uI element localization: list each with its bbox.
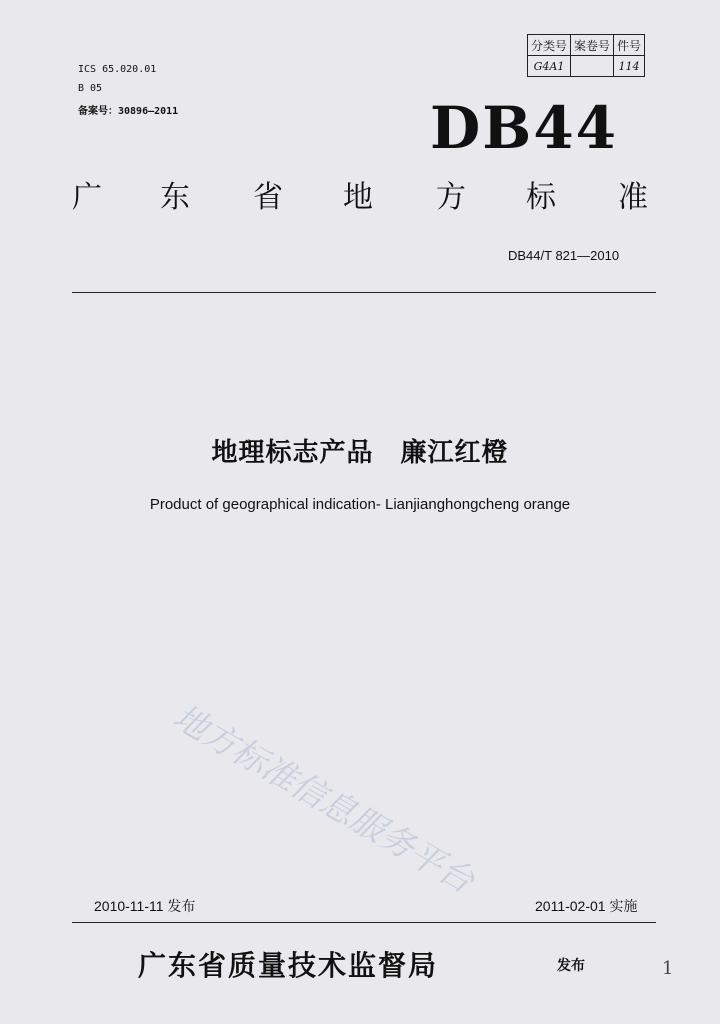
- ics-code: ICS 65.020.01: [78, 64, 157, 75]
- stamp-value-file: [571, 56, 614, 77]
- title-chinese: 地理标志产品 廉江红橙: [211, 438, 509, 468]
- footer-divider: [72, 922, 656, 923]
- release-date: 2010-11-11 发布: [94, 898, 196, 914]
- stamp-value-item: 114: [614, 56, 645, 77]
- standard-title-char: 准: [618, 180, 648, 215]
- standard-title-char: 方: [436, 180, 466, 215]
- db-code: DB44: [430, 94, 619, 162]
- standard-number: DB44/T 821—2010: [508, 248, 620, 263]
- page-number: 1: [662, 958, 674, 979]
- issuer-name: 广东省质量技术监督局: [138, 949, 439, 982]
- record-number: 备案号：30896—2011: [78, 106, 179, 117]
- stamp-value-category: G4A1: [528, 56, 571, 77]
- issue-label: 发布: [557, 958, 585, 974]
- standard-title-char: 东: [160, 180, 190, 215]
- standard-title-char: 省: [253, 180, 283, 215]
- stamp-value-row: [528, 56, 645, 77]
- title-english: Product of geographical indication- Lianjianghongcheng orange: [149, 496, 571, 513]
- ccs-code: B 05: [78, 83, 103, 94]
- standard-title-char: 广: [72, 180, 102, 215]
- stamp-header-item: 件号: [614, 35, 645, 56]
- watermark: 地方标准信息服务平台: [166, 696, 481, 902]
- stamp-header-file: 案卷号: [571, 35, 614, 56]
- standard-title-char: 标: [526, 180, 556, 215]
- stamp-header-category: 分类号: [528, 35, 571, 56]
- implement-date: 2011-02-01 实施: [535, 898, 638, 914]
- archive-stamp-table: [527, 34, 645, 77]
- stamp-header-row: [528, 35, 645, 56]
- header-divider: [72, 292, 656, 293]
- standard-title-char: 地: [343, 180, 373, 215]
